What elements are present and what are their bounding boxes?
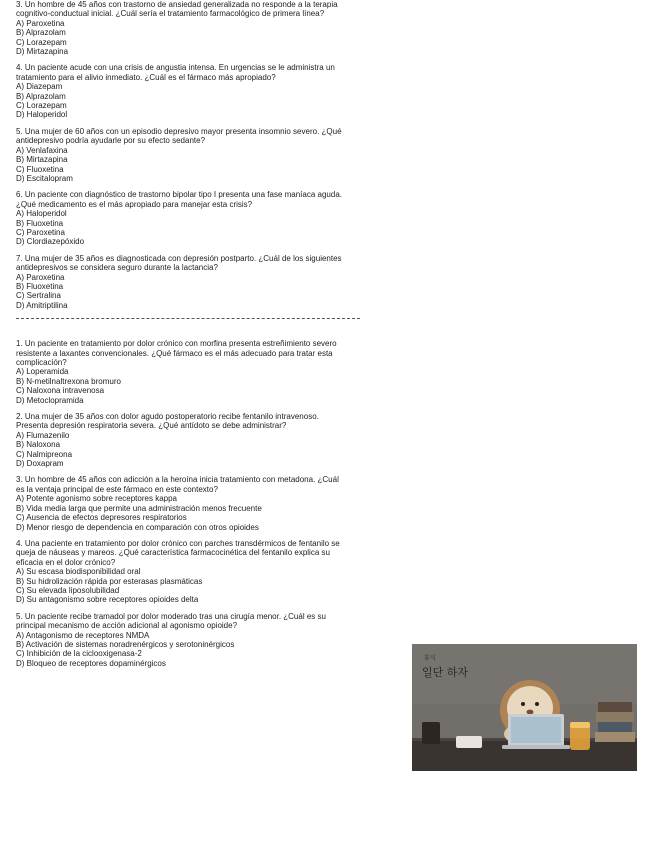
question-text: 7. Una mujer de 35 años es diagnosticada con depresión postparto. ¿Cuál de los siguientes antidepresivos se considera seguro durante la lactancia? <box>16 253 342 273</box>
answer-option: C) Su elevada liposolubilidad <box>16 585 120 595</box>
laptop <box>502 714 570 749</box>
answer-option: B) Alprazolam <box>16 28 66 38</box>
answer-option: A) Flumazenilo <box>16 430 70 440</box>
answer-option: B) Activación de sistemas noradrenérgicos y serotoninérgicos <box>16 639 235 649</box>
answer-option: A) Diazepam <box>16 82 63 92</box>
answer-option: C) Paroxetina <box>16 227 65 237</box>
answer-option: B) Fluoxetina <box>16 218 64 228</box>
dashed-divider <box>16 318 360 319</box>
question-text: 4. Un paciente acude con una crisis de angustia intensa. En urgencias se le administra un tratamiento para el alivio inmediato. ¿Cuál es el fármaco más apropiado? <box>16 63 335 82</box>
book <box>598 702 632 712</box>
answer-option: D) Escitalopram <box>16 173 73 183</box>
answer-option: D) Su antagonismo sobre receptores opioides delta <box>16 595 199 605</box>
question-block <box>16 190 346 246</box>
question-block <box>16 475 346 531</box>
answer-option: D) Amitriptilina <box>16 300 68 310</box>
answer-option: C) Naloxona intravenosa <box>16 386 105 396</box>
answer-option: D) Bloqueo de receptores dopaminérgicos <box>16 658 166 668</box>
question-text: 5. Un paciente recibe tramadol por dolor moderado tras una cirugía menor. ¿Cuál es su principal mecanismo de acción adicional al agonismo opioide? <box>16 611 326 631</box>
book <box>598 722 632 732</box>
answer-option: B) Vida media larga que permite una administración menos frecuente <box>16 503 262 513</box>
dark-box <box>422 722 440 744</box>
plush-nose <box>527 710 534 715</box>
answer-option: A) Paroxetina <box>16 272 65 282</box>
question-block <box>16 539 346 605</box>
question-block <box>16 0 346 56</box>
question-block <box>16 63 346 119</box>
answer-option: C) Sertralina <box>16 291 61 301</box>
book <box>596 712 634 722</box>
answer-option: B) Su hidrolización rápida por esterasas plasmáticas <box>16 576 203 586</box>
desk-photo-illustration <box>412 644 637 771</box>
answer-option: C) Lorazepam <box>16 101 67 111</box>
answer-option: B) Alprazolam <box>16 91 66 101</box>
answer-option: C) Lorazepam <box>16 37 67 47</box>
answer-option: A) Loperamida <box>16 367 69 377</box>
answer-option: A) Paroxetina <box>16 18 65 28</box>
answer-option: A) Su escasa biodisponibilidad oral <box>16 567 141 577</box>
answer-option: D) Doxapram <box>16 459 64 469</box>
answer-option: A) Haloperidol <box>16 209 67 219</box>
book <box>595 732 635 742</box>
question-text: 1. Un paciente en tratamiento por dolor crónico con morfina presenta estreñimiento severo resistente a laxantes convencionales. ¿Qué fármaco es el más adecuado para tratar esta complicación? <box>16 339 337 367</box>
answer-option: C) Fluoxetina <box>16 164 64 174</box>
small-device <box>456 736 482 748</box>
cup-top <box>570 722 590 728</box>
question-block <box>16 339 346 405</box>
answer-option: B) Fluoxetina <box>16 281 64 291</box>
laptop-display <box>511 717 561 743</box>
answer-option: C) Inhibición de la ciclooxigenasa-2 <box>16 649 142 659</box>
answer-option: A) Antagonismo de receptores NMDA <box>16 630 150 640</box>
answer-option: D) Clordiazepóxido <box>16 237 85 247</box>
answer-option: B) Mirtazapina <box>16 155 68 165</box>
answer-option: D) Metoclopramida <box>16 395 84 405</box>
question-text: 3. Un hombre de 45 años con trastorno de ansiedad generalizada no responde a la terapia cognitivo-conductual inicial. ¿Cuál sería el tratamiento farmacológico de primera línea? <box>16 0 338 19</box>
answer-option: A) Venlafaxina <box>16 145 68 155</box>
document-page <box>16 0 346 675</box>
answer-option: C) Ausencia de efectos depresores respiratorios <box>16 513 187 523</box>
plush-eye-left <box>521 702 525 706</box>
question-block <box>16 612 346 668</box>
answer-option: D) Menor riesgo de dependencia en comparación con otros opioides <box>16 522 259 532</box>
sign-small-text: 휴식 <box>424 655 436 662</box>
desk-photo <box>412 644 637 771</box>
question-block <box>16 254 346 310</box>
question-list-b <box>16 339 346 668</box>
answer-option: D) Haloperidol <box>16 110 68 120</box>
question-text: 5. Una mujer de 60 años con un episodio depresivo mayor presenta insomnio severo. ¿Qué antidepresivo podría ayudarle por su efecto sedante? <box>16 126 342 146</box>
answer-option: B) N-metilnaltrexona bromuro <box>16 376 121 386</box>
drink-cup <box>570 722 590 750</box>
sign-text: 일단 하자 <box>422 666 469 679</box>
question-block <box>16 412 346 468</box>
plush-eye-right <box>535 702 539 706</box>
answer-option: D) Mirtazapina <box>16 47 69 57</box>
answer-option: C) Nalmipreona <box>16 449 73 459</box>
answer-option: B) Naloxona <box>16 440 61 450</box>
question-text: 6. Un paciente con diagnóstico de trastorno bipolar tipo I presenta una fase maníaca aguda. ¿Qué medicamento es el más apropiado para manejar esta crisis? <box>16 190 342 209</box>
question-text: 2. Una mujer de 35 años con dolor agudo postoperatorio recibe fentanilo intravenoso. Presenta depresión respiratoria severa. ¿Qué antídoto se debe administrar? <box>16 412 319 431</box>
question-text: 3. Un hombre de 45 años con adicción a la heroína inicia tratamiento con metadona. ¿Cuál es la ventaja principal de este fármaco en este contexto? <box>16 475 339 494</box>
book-stack <box>595 702 635 742</box>
question-text: 4. Una paciente en tratamiento por dolor crónico con parches transdérmicos de fentanilo se queja de náuseas y mareos. ¿Qué característica farmacocinética del fentanilo explica su eficacia en el dolor crónico? <box>16 538 340 567</box>
laptop-base <box>502 745 570 749</box>
answer-option: A) Potente agonismo sobre receptores kappa <box>16 494 177 504</box>
question-block <box>16 127 346 183</box>
question-list-a <box>16 0 346 310</box>
